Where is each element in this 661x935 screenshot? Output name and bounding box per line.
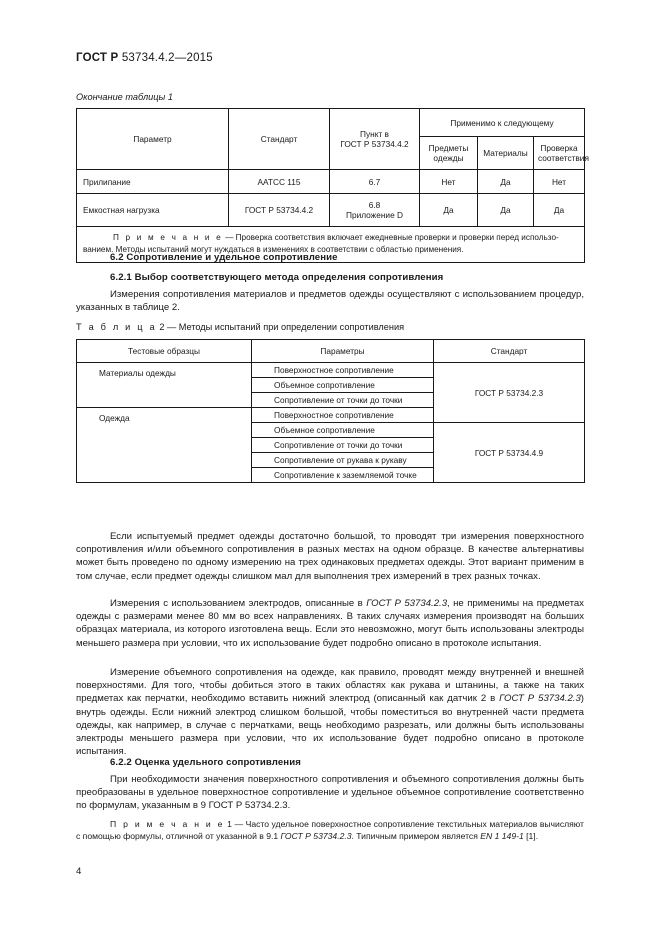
paragraph-body-1: Если испытуемый предмет одежды достаточно большой, то проводят три измерения поверхностного сопротивления и/или объемного сопротивления в разных местах на одном образце. В качестве альтернативы может быть проведено по одному измерению на трех одинаковых предметах одежды. Этот вариант применим в том случае, если предмет одежды слишком мал для выполнения трех измерений в трех разных точках. [76, 531, 584, 582]
heading-6-2: 6.2 Сопротивление и удельное сопротивление [110, 252, 338, 263]
paragraph-body-3-part-a: Измерение объемного сопротивления на одежде, как правило, проводят между внутренней и внешней поверхностями. Для того, чтобы добиться этого в таких областях как рукава и штанины, а также на таких предметах как перчатки, необходимо вставить нижний электрод (описанный как датчик 2 в [76, 667, 584, 705]
gost-prefix: ГОСТ Р [76, 52, 119, 64]
table1-note-label: П р и м е ч а н и е [113, 233, 223, 242]
paragraph-body-3 [76, 666, 584, 758]
table-1 [76, 108, 589, 263]
table2-g2-p1: Объемное сопротивление [252, 423, 434, 438]
note-1-label: П р и м е ч а н и е [110, 819, 225, 829]
paragraph-body-2-ref: ГОСТ Р 53734.2.3 [366, 598, 448, 609]
table1-header-clause-line1: Пункт в [360, 129, 389, 139]
note-1-text-c: [1]. [523, 831, 539, 842]
table2-g2-p4: Сопротивление к заземляемой точке [252, 468, 434, 483]
table1-header-apparel [420, 137, 478, 170]
table2-g2-p0: Поверхностное сопротивление [252, 408, 434, 423]
note-1-ref-2: EN 1 149-1 [480, 831, 524, 842]
table2-caption [76, 322, 404, 332]
table1-header-clause-line2: ГОСТ Р 53734.4.2 [340, 139, 409, 149]
table1-r1-param: Емкостная нагрузка [77, 194, 229, 227]
table2-header-parameters: Параметры [252, 340, 434, 363]
table2-caption-label: Т а б л и ц а [76, 322, 157, 332]
paragraph-6-2-2: При необходимости значения поверхностного сопротивления и объемного сопротивления должны быть преобразованы в удельное поверхностное сопротивление и удельное объемное сопротивление соответственно по формулам, указанным в 9 ГОСТ Р 53734.2.3. [76, 774, 584, 812]
table2-g1-p1: Объемное сопротивление [252, 378, 434, 393]
table1-header-clause [330, 109, 420, 170]
table-row [77, 170, 585, 194]
table-row [77, 194, 585, 227]
table1-header-row-1 [77, 109, 585, 137]
table1-header-apparel-line1: Предметы [428, 143, 469, 153]
table1-r1-conformity: Да [534, 194, 585, 227]
table2-group2-name: Одежда [77, 408, 252, 483]
table2-g1-p0: Поверхностное сопротивление [252, 363, 434, 378]
table1-r1-clause-num: 6.8 [368, 200, 381, 210]
table1-r0-clause: 6.7 [330, 170, 420, 194]
table1-header-applicable-group: Применимо к следующему [420, 109, 585, 137]
table1-header-conformity [534, 137, 589, 170]
table2-header-row [77, 340, 585, 363]
table2-header-samples: Тестовые образцы [77, 340, 252, 363]
table2-g1-p2: Сопротивление от точки до точки [252, 393, 434, 408]
table2-caption-text: 2 — Методы испытаний при определении сопротивления [156, 322, 405, 332]
heading-6-2-2: 6.2.2 Оценка удельного сопротивления [110, 757, 301, 768]
table1-header-materials: Материалы [478, 137, 534, 170]
heading-6-2-1: 6.2.1 Выбор соответствующего метода определения сопротивления [110, 272, 444, 283]
table2-group2-standard: ГОСТ Р 53734.4.9 [434, 423, 585, 483]
table1-header-standard: Стандарт [229, 109, 330, 170]
table1-r1-apparel: Да [420, 194, 478, 227]
table-2 [76, 339, 585, 483]
table1-r1-clause-annex: Приложение D [346, 210, 403, 220]
note-1-text-a: 1 — Часто удельное поверхностное сопротивление текстильных материалов вычисляют с помощью формулы, отличной от указанной в 9.1 [76, 819, 584, 842]
table-row [77, 363, 585, 378]
table1-r0-param: Прилипание [77, 170, 229, 194]
gost-number: 53734.4.2—2015 [118, 52, 213, 64]
table1-r0-apparel: Нет [420, 170, 478, 194]
page-number: 4 [76, 866, 82, 877]
table2-group1-name: Материалы одежды [77, 363, 252, 408]
table1-caption: Окончание таблицы 1 [76, 92, 173, 102]
paragraph-body-3-part-b: ) внутрь одежды. Если нижний электрод слишком большой, чтобы поместиться во внутренней части предмета одежды, как например, в случае с перчатками, вещь необходимо разрезать, или должны быть использованы электроды меньшего размера при условии, что их использование будет подробно описано в протоколе испытания. [76, 693, 584, 758]
table2-group1-standard: ГОСТ Р 53734.2.3 [434, 363, 585, 423]
note-1 [76, 818, 584, 843]
table1-note-text-line2: ванием. Методы испытаний могут нуждаться в изменениях в соответствии с областью применения. [83, 245, 464, 255]
table1-header-conformity-line2: соответствия [538, 153, 589, 163]
paragraph-body-3-ref: ГОСТ Р 53734.2.3 [499, 693, 581, 705]
table2-header-standard: Стандарт [434, 340, 585, 363]
paragraph-body-2-part-a: Измерения с использованием электродов, описанные в [110, 598, 367, 609]
paragraph-body-2 [76, 597, 584, 650]
table1-header-conformity-line1: Проверка [540, 143, 578, 153]
table1-r1-materials: Да [478, 194, 534, 227]
table1-note-text: — Проверка соответствия включает ежедневные проверки и проверки перед использо- [222, 233, 559, 242]
table1-header-apparel-line2: одежды [433, 153, 464, 163]
table2-g2-p2: Сопротивление от точки до точки [252, 438, 434, 453]
note-1-text-b: . Типичным примером является [351, 831, 481, 842]
document-header [76, 52, 213, 64]
table2-g2-p3: Сопротивление от рукава к рукаву [252, 453, 434, 468]
paragraph-6-2-1: Измерения сопротивления материалов и предметов одежды осуществляют с использованием процедур, указанных в таблице 2. [76, 289, 584, 314]
table1-r0-materials: Да [478, 170, 534, 194]
table1-r1-clause [330, 194, 420, 227]
paragraph-body-2-part-b: , не применимы на предметах одежды с размерами менее 80 мм во всех направлениях. В таких случаях измерения производят на больших образцах материала, из которого изготовлена вещь. Если это невозможно, могут быть использованы электроды меньшего размера при условии, что их использование будет подробно описано в протоколе испытания. [76, 598, 584, 649]
table1-r0-conformity: Нет [534, 170, 585, 194]
table1-r0-standard: AATCC 115 [229, 170, 330, 194]
note-1-ref-1: ГОСТ Р 53734.2.3 [280, 831, 352, 842]
table1-header-param: Параметр [77, 109, 229, 170]
table1-r1-standard: ГОСТ Р 53734.4.2 [229, 194, 330, 227]
